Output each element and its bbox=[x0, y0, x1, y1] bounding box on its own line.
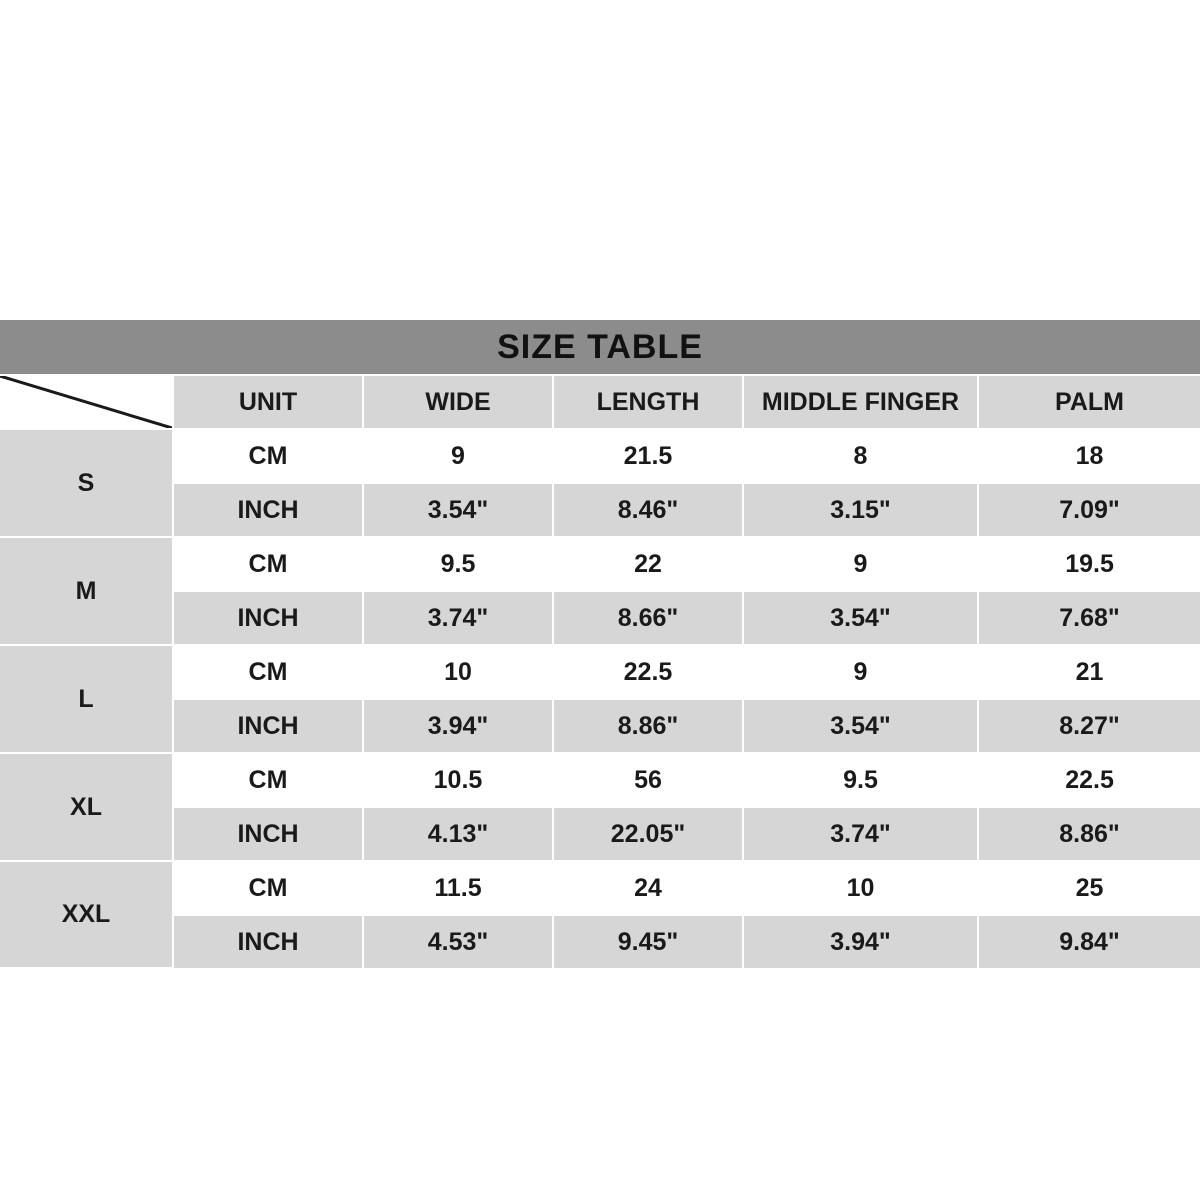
value-middle-finger: 9.5 bbox=[743, 753, 978, 807]
value-palm: 8.27" bbox=[978, 699, 1200, 753]
value-palm: 7.68" bbox=[978, 591, 1200, 645]
unit-label: INCH bbox=[173, 915, 363, 968]
table-row bbox=[0, 753, 1200, 807]
unit-label: CM bbox=[173, 753, 363, 807]
value-length: 22.5 bbox=[553, 645, 743, 699]
value-palm: 9.84" bbox=[978, 915, 1200, 968]
value-wide: 3.94" bbox=[363, 699, 553, 753]
value-length: 22.05" bbox=[553, 807, 743, 861]
corner-diagonal-cell bbox=[0, 375, 173, 429]
value-middle-finger: 3.54" bbox=[743, 591, 978, 645]
value-length: 8.86" bbox=[553, 699, 743, 753]
value-middle-finger: 9 bbox=[743, 645, 978, 699]
unit-label: CM bbox=[173, 537, 363, 591]
value-middle-finger: 8 bbox=[743, 429, 978, 483]
value-middle-finger: 9 bbox=[743, 537, 978, 591]
size-label-xxl: XXL bbox=[0, 861, 173, 968]
unit-label: INCH bbox=[173, 807, 363, 861]
value-palm: 22.5 bbox=[978, 753, 1200, 807]
value-palm: 8.86" bbox=[978, 807, 1200, 861]
value-palm: 25 bbox=[978, 861, 1200, 915]
unit-label: CM bbox=[173, 861, 363, 915]
column-header-middle-finger: MIDDLE FINGER bbox=[743, 375, 978, 429]
table-header-row bbox=[0, 375, 1200, 429]
size-label-m: M bbox=[0, 537, 173, 645]
value-length: 9.45" bbox=[553, 915, 743, 968]
value-length: 24 bbox=[553, 861, 743, 915]
table-row bbox=[0, 807, 1200, 861]
value-wide: 4.13" bbox=[363, 807, 553, 861]
value-middle-finger: 10 bbox=[743, 861, 978, 915]
size-label-xl: XL bbox=[0, 753, 173, 861]
size-label-s: S bbox=[0, 429, 173, 537]
value-wide: 3.54" bbox=[363, 483, 553, 537]
unit-label: CM bbox=[173, 645, 363, 699]
value-middle-finger: 3.94" bbox=[743, 915, 978, 968]
column-header-length: LENGTH bbox=[553, 375, 743, 429]
column-header-wide: WIDE bbox=[363, 375, 553, 429]
unit-label: INCH bbox=[173, 591, 363, 645]
table-row bbox=[0, 591, 1200, 645]
value-wide: 9.5 bbox=[363, 537, 553, 591]
value-palm: 7.09" bbox=[978, 483, 1200, 537]
diagonal-slash-icon bbox=[0, 376, 172, 428]
value-middle-finger: 3.74" bbox=[743, 807, 978, 861]
value-palm: 19.5 bbox=[978, 537, 1200, 591]
value-length: 8.66" bbox=[553, 591, 743, 645]
value-length: 21.5 bbox=[553, 429, 743, 483]
page-title: SIZE TABLE bbox=[0, 320, 1200, 375]
table-row bbox=[0, 429, 1200, 483]
value-middle-finger: 3.54" bbox=[743, 699, 978, 753]
table-row bbox=[0, 861, 1200, 915]
value-wide: 9 bbox=[363, 429, 553, 483]
table-row bbox=[0, 645, 1200, 699]
unit-label: INCH bbox=[173, 699, 363, 753]
value-length: 8.46" bbox=[553, 483, 743, 537]
size-table-container bbox=[0, 320, 1200, 969]
unit-label: CM bbox=[173, 429, 363, 483]
value-wide: 3.74" bbox=[363, 591, 553, 645]
table-title-row bbox=[0, 320, 1200, 375]
column-header-palm: PALM bbox=[978, 375, 1200, 429]
size-label-l: L bbox=[0, 645, 173, 753]
table-row bbox=[0, 483, 1200, 537]
value-palm: 21 bbox=[978, 645, 1200, 699]
value-length: 56 bbox=[553, 753, 743, 807]
column-header-unit: UNIT bbox=[173, 375, 363, 429]
table-row bbox=[0, 537, 1200, 591]
value-wide: 11.5 bbox=[363, 861, 553, 915]
value-middle-finger: 3.15" bbox=[743, 483, 978, 537]
value-length: 22 bbox=[553, 537, 743, 591]
value-wide: 4.53" bbox=[363, 915, 553, 968]
table-row bbox=[0, 699, 1200, 753]
value-wide: 10.5 bbox=[363, 753, 553, 807]
table-row bbox=[0, 915, 1200, 968]
value-wide: 10 bbox=[363, 645, 553, 699]
unit-label: INCH bbox=[173, 483, 363, 537]
value-palm: 18 bbox=[978, 429, 1200, 483]
size-table bbox=[0, 320, 1200, 969]
